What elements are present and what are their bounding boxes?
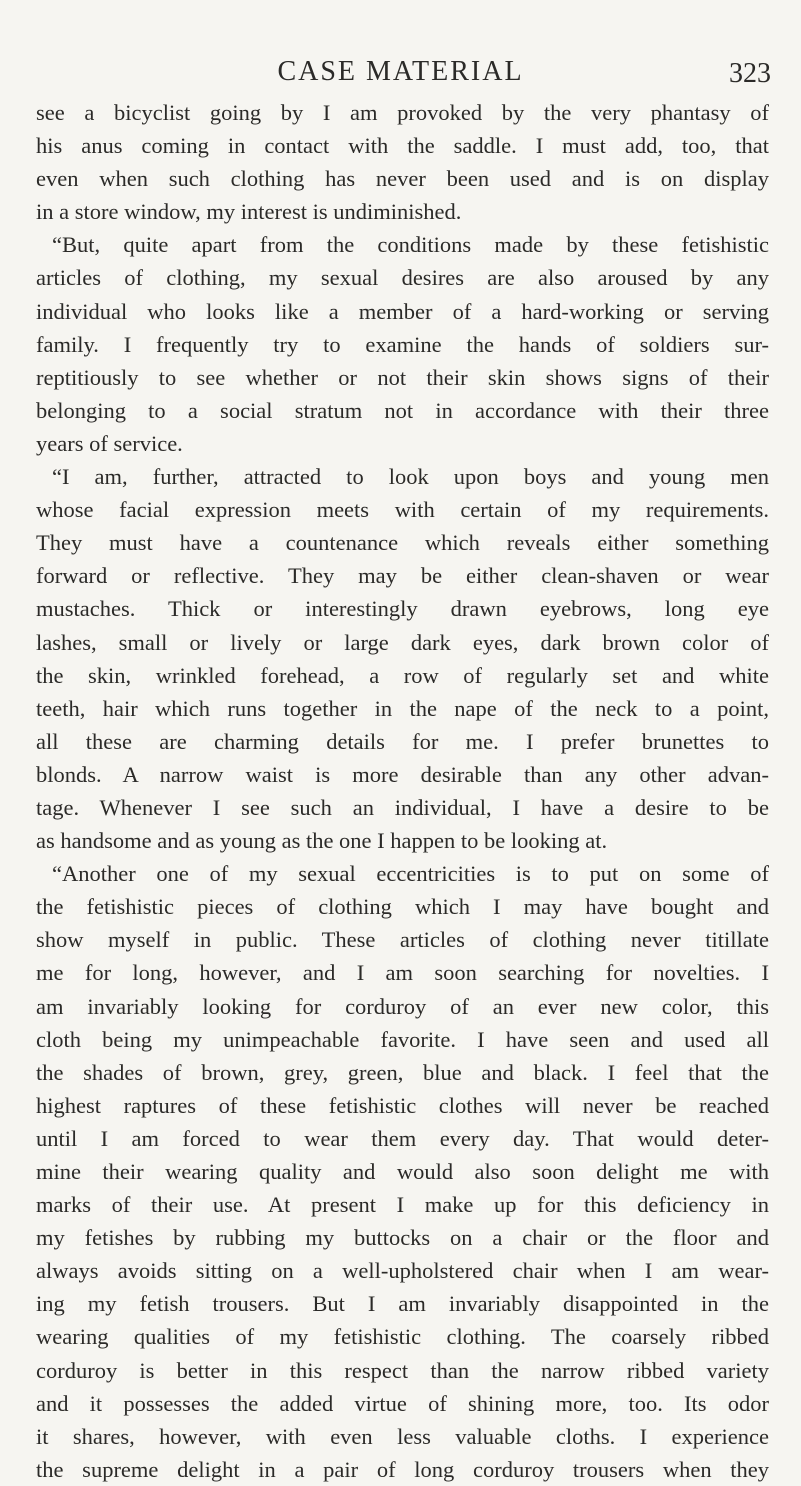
text-line: ing my fetish trousers. But I am invariably disappointed in the	[36, 1291, 769, 1317]
page-number: 323	[729, 58, 771, 89]
text-line: corduroy is better in this respect than the narrow ribbed variety	[36, 1357, 769, 1383]
text-line: the supreme delight in a pair of long corduroy trousers when they	[36, 1456, 769, 1482]
text-line: am invariably looking for corduroy of an ever new color, this	[36, 993, 769, 1019]
text-line: “Another one of my sexual eccentricities is to put on some of	[52, 861, 769, 887]
text-line: always avoids sitting on a well-upholstered chair when I am wear-	[36, 1258, 769, 1284]
running-head: CASE MATERIAL	[277, 56, 524, 87]
text-line: it shares, however, with even less valuable cloths. I experience	[36, 1423, 769, 1449]
body-text	[36, 96, 769, 1486]
text-line: blonds. A narrow waist is more desirable than any other advan-	[36, 761, 769, 787]
text-line: all these are charming details for me. I prefer brunettes to	[36, 728, 769, 754]
text-line: the skin, wrinkled forehead, a row of regularly set and white	[36, 662, 769, 688]
text-line: the fetishistic pieces of clothing which I may have bought and	[36, 894, 769, 920]
text-line: “But, quite apart from the conditions made by these fetishistic	[52, 232, 769, 258]
text-line: see a bicyclist going by I am provoked by the very phantasy of	[36, 100, 769, 125]
text-line: me for long, however, and I am soon searching for novelties. I	[36, 960, 769, 986]
text-line: mine their wearing quality and would also soon delight me with	[36, 1159, 769, 1184]
text-line: the shades of brown, grey, green, blue and black. I feel that the	[36, 1059, 769, 1085]
text-line: and it possesses the added virtue of shining more, too. Its odor	[36, 1390, 769, 1416]
text-line: reptitiously to see whether or not their skin shows signs of their	[36, 364, 769, 390]
text-line: They must have a countenance which reveals either something	[36, 530, 769, 556]
text-line: in a store window, my interest is undiminished.	[36, 199, 462, 225]
text-line: even when such clothing has never been used and is on display	[36, 166, 769, 192]
text-line: whose facial expression meets with certain of my requirements.	[36, 497, 769, 523]
text-line: years of service.	[36, 430, 183, 456]
text-line: belonging to a social stratum not in accordance with their three	[36, 397, 769, 423]
text-line: his anus coming in contact with the saddle. I must add, too, that	[36, 133, 769, 159]
text-line: teeth, hair which runs together in the nape of the neck to a point,	[36, 695, 769, 721]
text-line: cloth being my unimpeachable favorite. I have seen and used all	[36, 1026, 769, 1052]
text-line: forward or reflective. They may be either clean-shaven or wear	[36, 563, 769, 589]
text-line: mustaches. Thick or interestingly drawn eyebrows, long eye	[36, 596, 769, 622]
text-line: individual who looks like a member of a hard-working or serving	[36, 298, 769, 324]
text-line: marks of their use. At present I make up for this deficiency in	[36, 1192, 769, 1218]
page-header	[0, 48, 801, 88]
text-line: until I am forced to wear them every day. That would deter-	[36, 1125, 769, 1151]
text-line: as handsome and as young as the one I happen to be looking at.	[36, 828, 608, 854]
text-line: tage. Whenever I see such an individual, I have a desire to be	[36, 794, 769, 820]
text-line: family. I frequently try to examine the hands of soldiers sur-	[36, 331, 769, 357]
text-line: articles of clothing, my sexual desires are also aroused by any	[36, 265, 769, 291]
text-line: “I am, further, attracted to look upon boys and young men	[52, 464, 769, 490]
text-line: show myself in public. These articles of clothing never titillate	[36, 927, 769, 953]
text-line: wearing qualities of my fetishistic clothing. The coarsely ribbed	[36, 1324, 769, 1350]
text-line: highest raptures of these fetishistic clothes will never be reached	[36, 1092, 769, 1118]
text-line: lashes, small or lively or large dark eyes, dark brown color of	[36, 629, 769, 655]
text-line: my fetishes by rubbing my buttocks on a chair or the floor and	[36, 1225, 769, 1251]
